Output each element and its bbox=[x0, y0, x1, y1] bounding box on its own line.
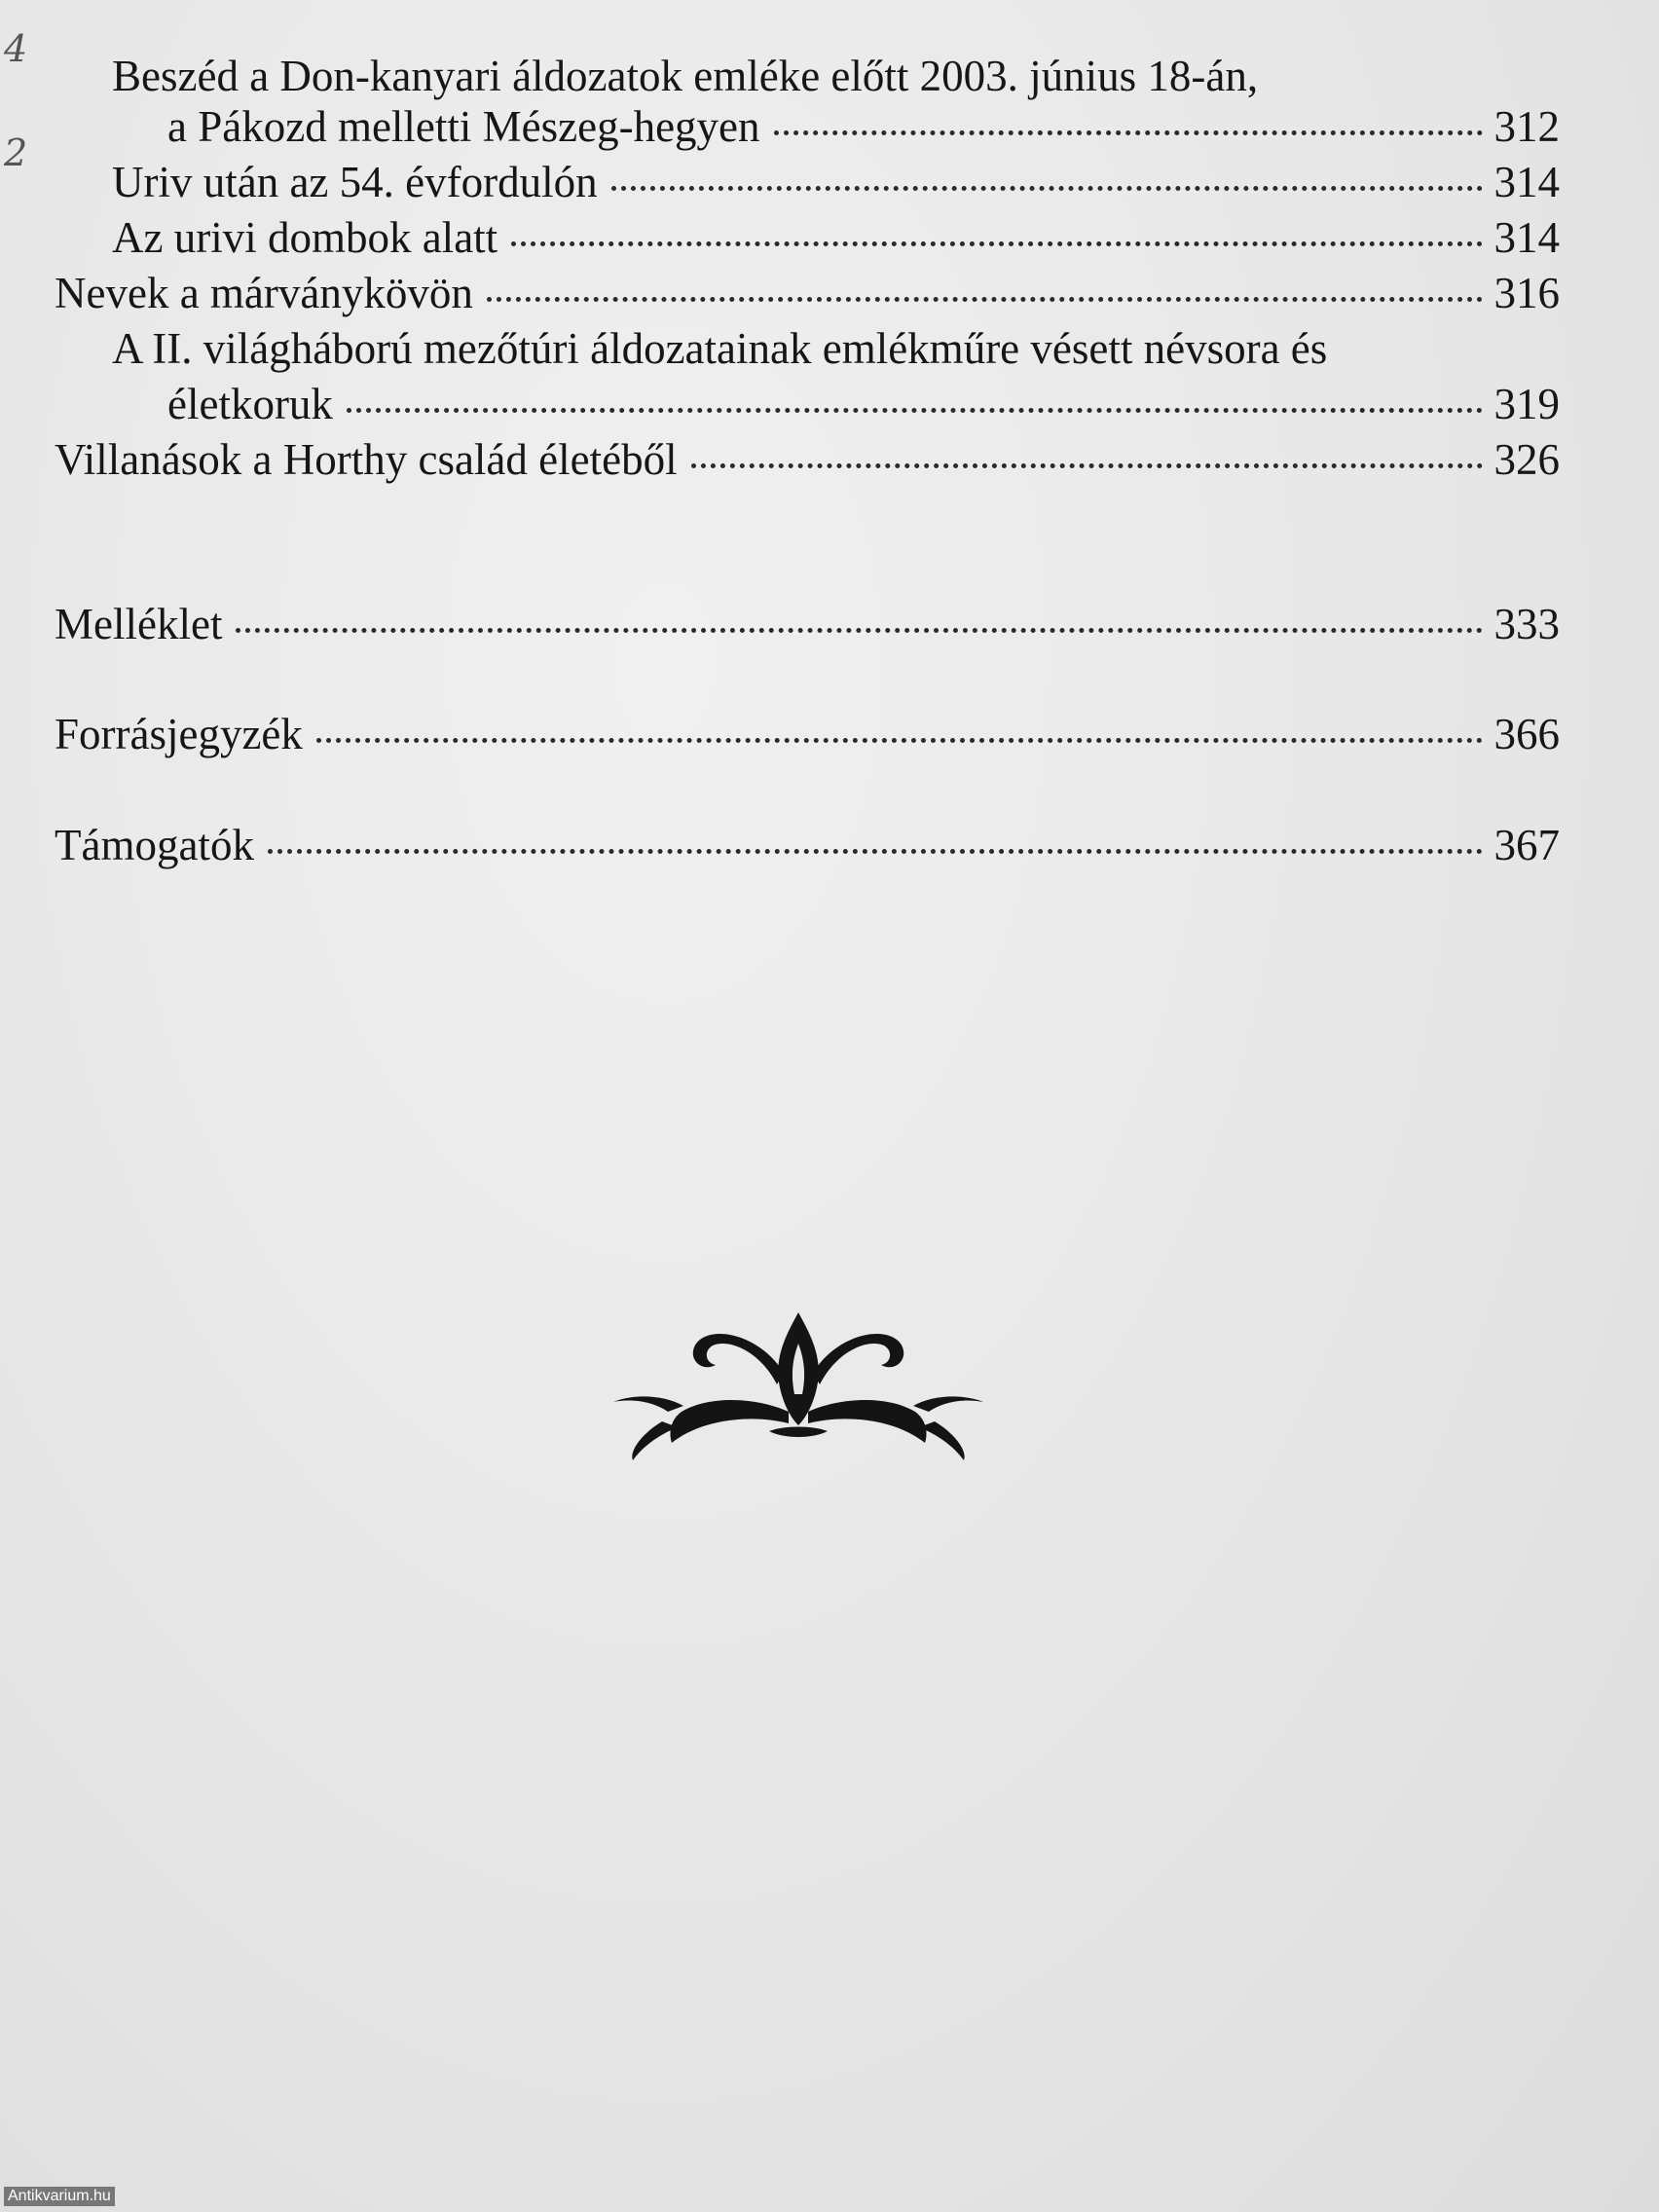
toc-entry[interactable] bbox=[112, 155, 1560, 209]
lily-flourish-ornament-icon bbox=[604, 1305, 993, 1460]
toc-page-number: 333 bbox=[1493, 600, 1560, 648]
dot-leader bbox=[611, 186, 1483, 191]
toc-entry-title: Uriv után az 54. évfordulón bbox=[112, 158, 598, 206]
toc-entry[interactable] bbox=[167, 99, 1560, 154]
toc-page-number: 316 bbox=[1493, 269, 1560, 317]
toc-entry-title: Beszéd a Don-kanyari áldozatok emléke előtt 2003. június 18-án, bbox=[112, 52, 1259, 100]
toc-entry[interactable] bbox=[167, 377, 1560, 431]
toc-entry-title: Nevek a márványkövön bbox=[55, 269, 473, 317]
margin-pencil-mark: 4 bbox=[4, 27, 28, 70]
dot-leader bbox=[347, 408, 1483, 413]
toc-entry-title: Az urivi dombok alatt bbox=[112, 213, 498, 262]
toc-entry[interactable] bbox=[55, 432, 1560, 487]
toc-entry[interactable] bbox=[112, 210, 1560, 265]
toc-entry[interactable] bbox=[55, 707, 1560, 761]
toc-entry-line1 bbox=[112, 321, 1563, 376]
toc-entry-title: Támogatók bbox=[55, 821, 254, 869]
dot-leader bbox=[316, 738, 1483, 743]
toc-page-number: 319 bbox=[1493, 380, 1560, 428]
toc-page-number: 367 bbox=[1493, 821, 1560, 869]
dot-leader bbox=[268, 849, 1483, 854]
margin-pencil-mark: 2 bbox=[4, 131, 28, 174]
toc-entry-title: Villanások a Horthy család életéből bbox=[55, 435, 678, 484]
dot-leader bbox=[511, 241, 1482, 246]
toc-entry[interactable] bbox=[55, 597, 1560, 651]
dot-leader bbox=[487, 297, 1483, 302]
toc-entry-line1 bbox=[112, 49, 1563, 103]
toc-page-number: 366 bbox=[1493, 710, 1560, 758]
toc-entry-title: Melléklet bbox=[55, 600, 223, 648]
toc-entry-title: a Pákozd melletti Mészeg-hegyen bbox=[167, 102, 760, 151]
toc-page-number: 314 bbox=[1493, 213, 1560, 262]
toc-page-number: 314 bbox=[1493, 158, 1560, 206]
toc-entry[interactable] bbox=[55, 818, 1560, 872]
toc-entry-title: életkoruk bbox=[167, 380, 333, 428]
toc-page-number: 326 bbox=[1493, 435, 1560, 484]
toc-entry-title: Forrásjegyzék bbox=[55, 710, 303, 758]
toc-entry[interactable] bbox=[55, 266, 1560, 320]
dot-leader bbox=[691, 463, 1483, 468]
toc-page-number: 312 bbox=[1493, 102, 1560, 151]
dot-leader bbox=[236, 628, 1482, 633]
watermark-label: Antikvarium.hu bbox=[4, 2187, 115, 2206]
toc-entry-title: A II. világháború mezőtúri áldozatainak emlékműre vésett névsora és bbox=[112, 324, 1328, 373]
dot-leader bbox=[774, 130, 1483, 135]
